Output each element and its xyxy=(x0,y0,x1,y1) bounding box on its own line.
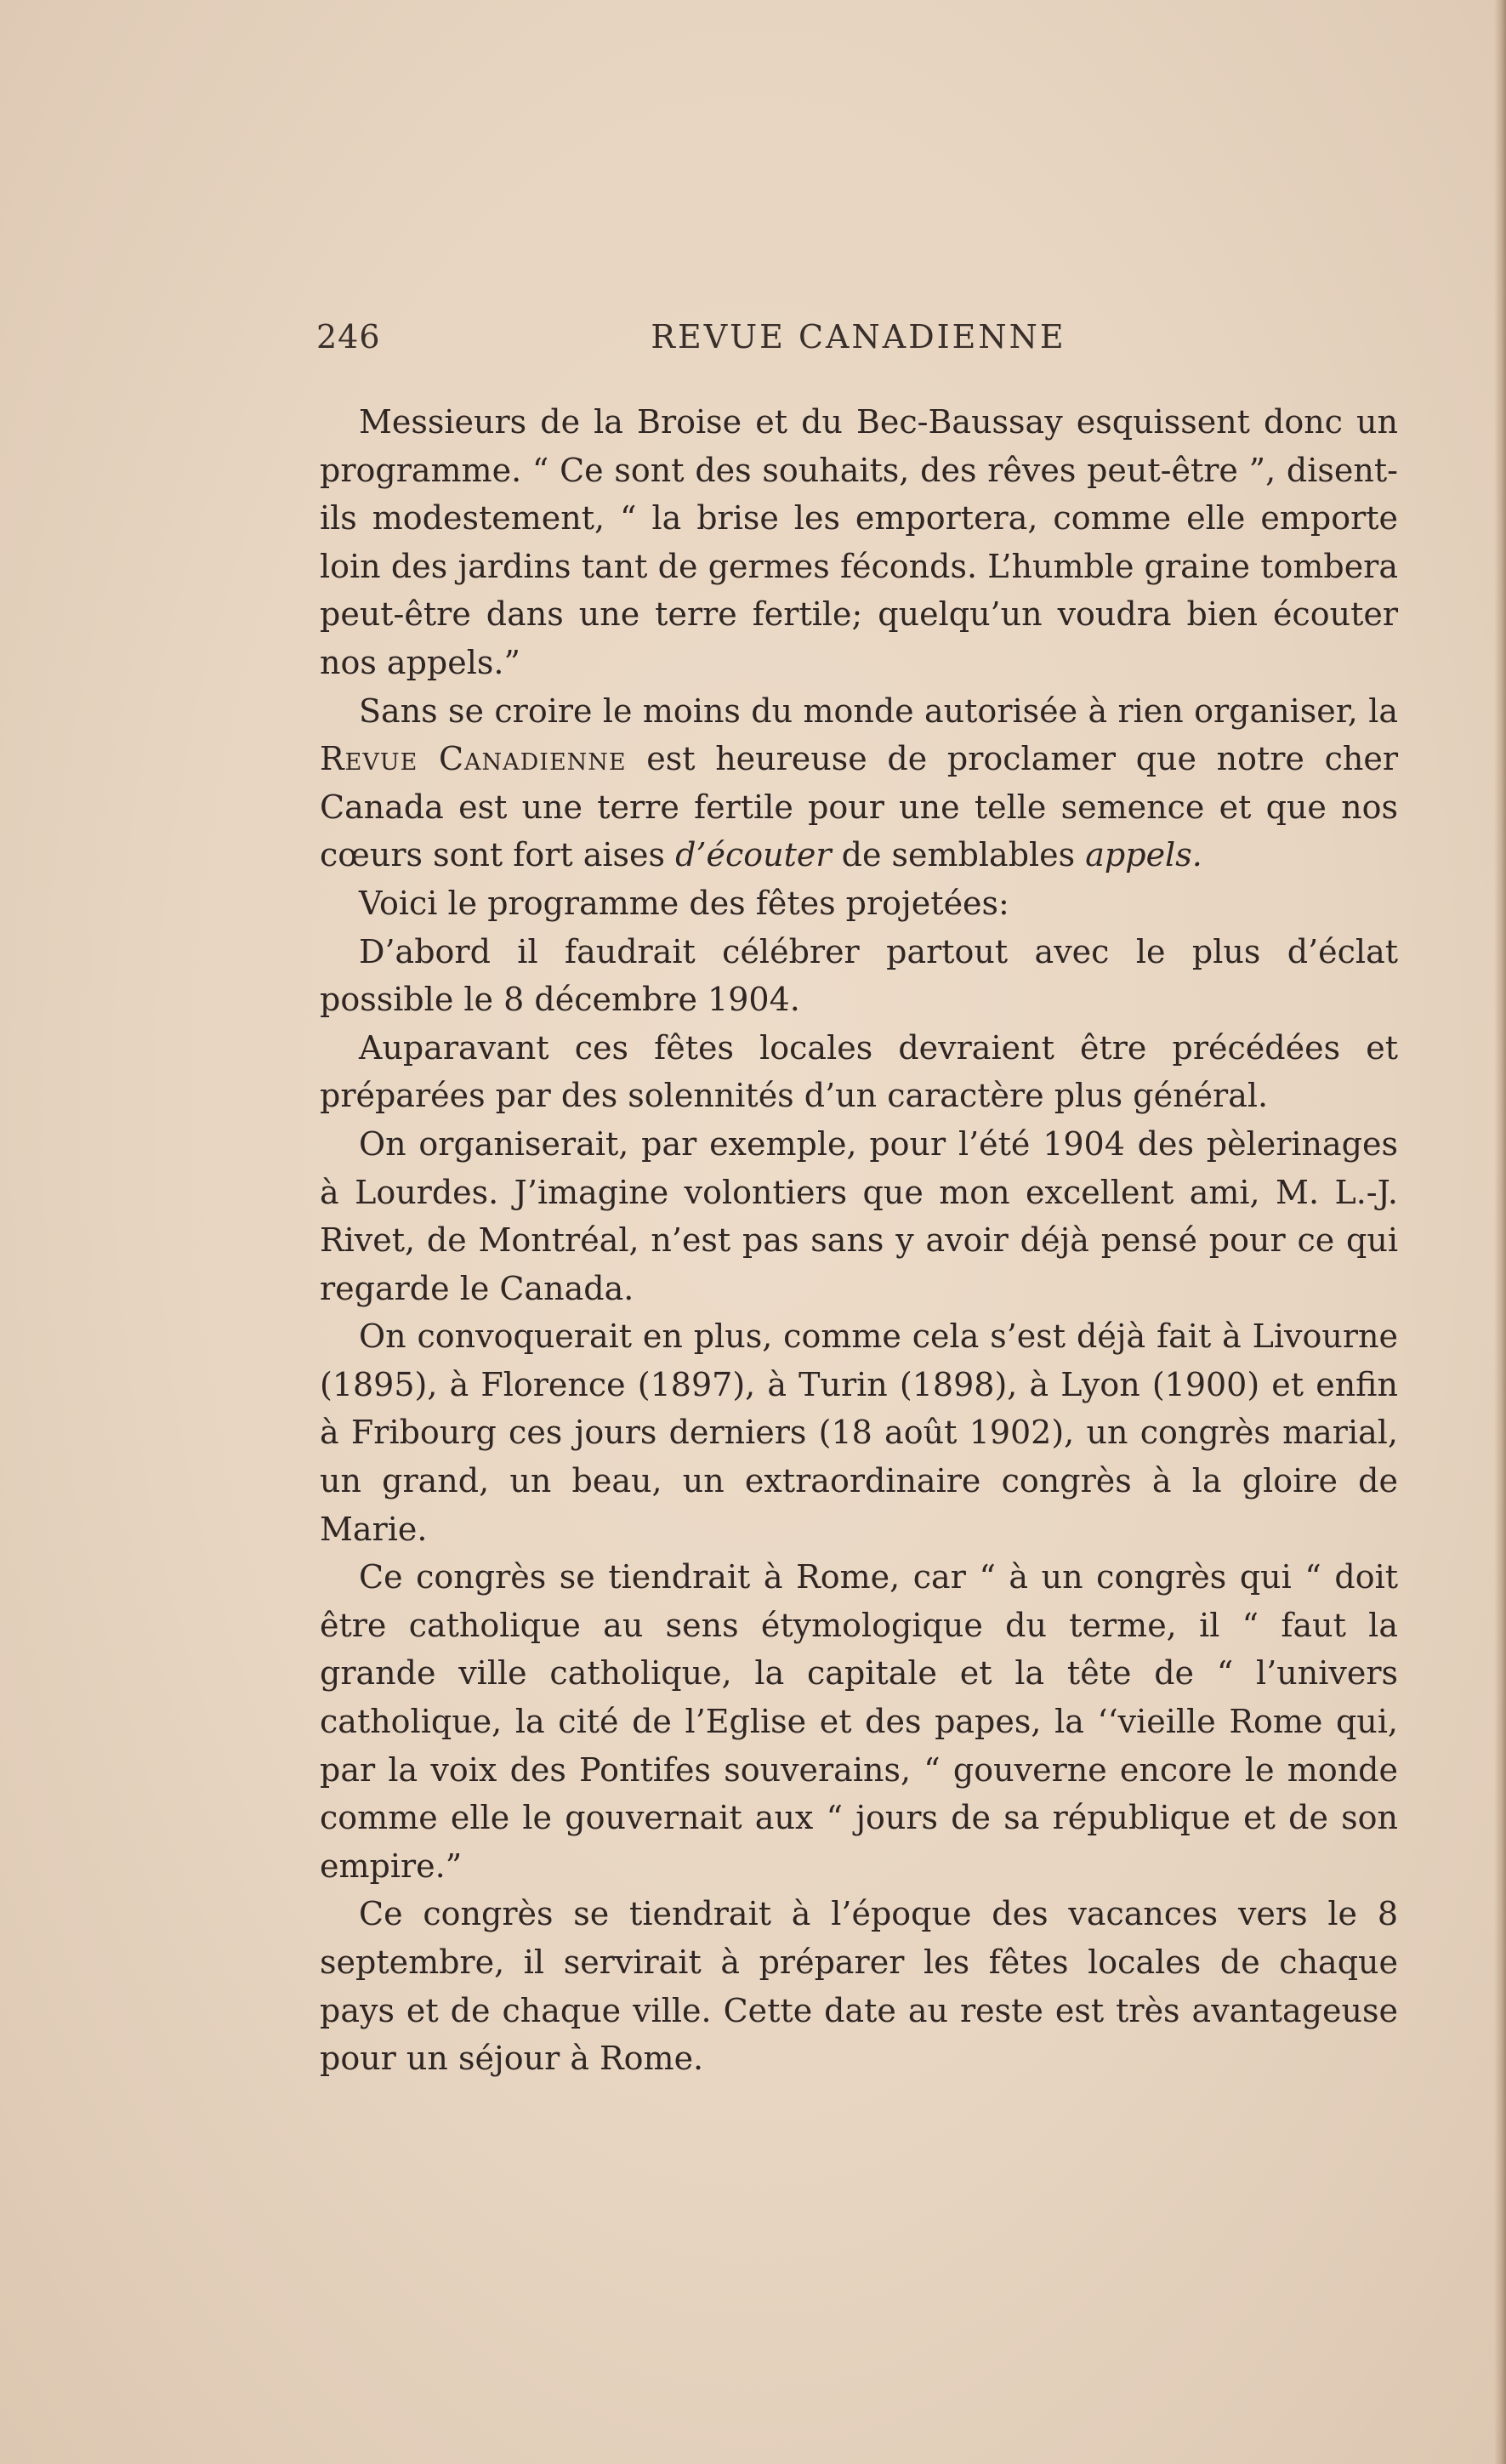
paragraph xyxy=(320,1024,1398,1120)
paragraph-text: On organiserait, par exemple, pour l’été 1904 des pèlerinages à Lourdes. J’imagine volontiers que mon excellent ami, M. L.-J. Rivet, de Montréal, n’est pas sans y avoir déjà pensé pour ce qui regarde le Canada. xyxy=(320,1124,1398,1307)
page-edge xyxy=(1494,0,1506,2464)
italic-text: d’écouter xyxy=(675,836,832,874)
paragraph xyxy=(320,1120,1398,1312)
paragraph xyxy=(320,1312,1398,1553)
paragraph-text: Voici le programme des fêtes projetées: xyxy=(359,884,1009,922)
paragraph-text: Messieurs de la Broise et du Bec-Baussay esquissent donc un programme. “ Ce sont des souhaits, des rêves peut-être ”, disent-ils modestement, “ la brise les emportera, comme elle emporte loin des jardins tant de germes féconds. L’humble graine tombera peut-être dans une terre fertile; quelqu’un voudra bien écouter nos appels.” xyxy=(320,403,1398,681)
italic-text: appels. xyxy=(1085,836,1202,874)
paragraph-text: Sans se croire le moins du monde autorisée à rien organiser, la xyxy=(359,691,1398,730)
paragraph xyxy=(320,879,1398,928)
paragraph-text: Ce congrès se tiendrait à l’époque des vacances vers le 8 septembre, il servirait à préparer les fêtes locales de chaque pays et de chaque ville. Cette date au reste est très avantageuse pour un séjour à Rome. xyxy=(320,1895,1398,2078)
paragraph-text: Auparavant ces fêtes locales devraient être précédées et préparées par des solennités d’un caractère plus général. xyxy=(320,1028,1398,1115)
paragraph xyxy=(320,398,1398,687)
paragraph xyxy=(320,928,1398,1024)
paragraph-text: D’abord il faudrait célébrer partout avec le plus d’éclat possible le 8 décembre 1904. xyxy=(320,932,1398,1019)
paragraph xyxy=(320,1890,1398,2082)
paragraph-text: On convoquerait en plus, comme cela s’est déjà fait à Livourne (1895), à Florence (1897), à Turin (1898), à Lyon (1900) et enfin à Fribourg ces jours derniers (18 août 1902), un congrès marial, un grand, un beau, un extraordinaire congrès à la gloire de Marie. xyxy=(320,1317,1398,1548)
journal-name: Revue Canadienne xyxy=(320,740,627,778)
paragraph-text: Ce congrès se tiendrait à Rome, car “ à un congrès qui “ doit être catholique au sens étymologique du terme, il “ faut la grande ville catholique, la capitale et la tête de “ l’univers catholique, la cité de l’Eglise et des papes, la ‘‘vieille Rome qui, par la voix des Pontifes souverains, “ gouverne encore le monde comme elle le gouvernait aux “ jours de sa république et de son empire.” xyxy=(320,1558,1398,1885)
running-header xyxy=(316,318,1401,366)
page-number: 246 xyxy=(316,318,381,356)
paragraph xyxy=(320,687,1398,879)
paragraph-text: de semblables xyxy=(831,836,1086,874)
body-text xyxy=(320,398,1398,2083)
running-title: REVUE CANADIENNE xyxy=(651,318,1066,356)
paragraph-text: est heureuse de proclamer que notre cher Canada est une terre fertile pour une telle semence et que nos cœurs sont fort aises xyxy=(320,740,1398,874)
paragraph xyxy=(320,1553,1398,1890)
